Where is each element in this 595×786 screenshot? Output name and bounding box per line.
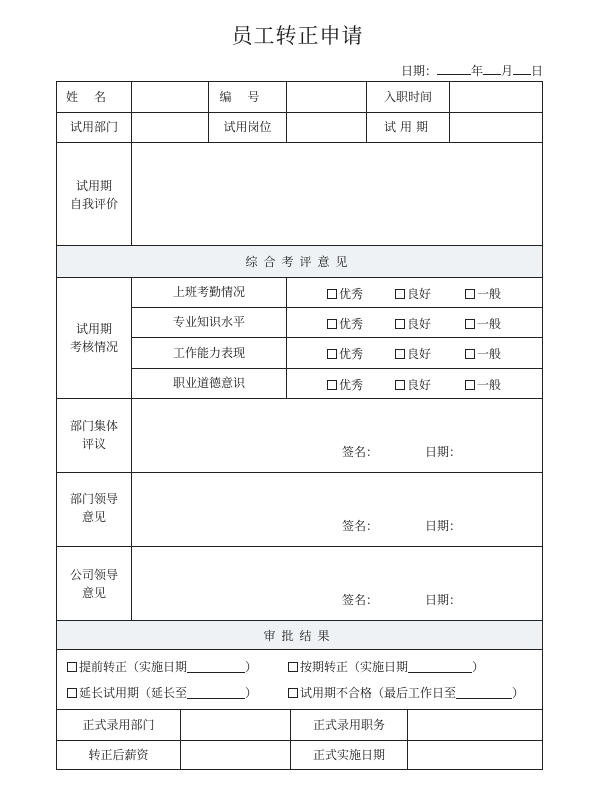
year-blank[interactable]	[437, 63, 471, 75]
assessment-option-label: 一般	[477, 347, 502, 361]
result-fail-blank[interactable]	[456, 687, 512, 699]
date-label: 日期：	[400, 64, 437, 78]
assessment-option-label: 一般	[477, 317, 502, 331]
result-extend-label: 延长试用期（延长至	[79, 686, 188, 700]
effective-date-field[interactable]	[408, 741, 542, 769]
assessment-option-label: 良好	[407, 317, 432, 331]
dept-review-field[interactable]	[132, 399, 542, 472]
assessment-option[interactable]	[327, 315, 363, 332]
result-on-time-blank[interactable]	[408, 661, 472, 673]
result-extend[interactable]	[67, 684, 257, 701]
checkbox-icon[interactable]	[327, 319, 337, 329]
checkbox-icon[interactable]	[67, 688, 77, 698]
assessment-option[interactable]	[395, 376, 431, 393]
paren-close: ）	[512, 686, 525, 700]
probation-dept-field[interactable]	[132, 113, 208, 142]
section-result-header: 审批结果	[57, 621, 542, 649]
salary-label: 转正后薪资	[88, 747, 149, 762]
result-early[interactable]	[67, 658, 257, 675]
probation-post-field[interactable]	[287, 113, 366, 142]
dept-leader-date: 日期：	[425, 519, 462, 533]
result-early-blank[interactable]	[187, 661, 245, 673]
assessment-option-label: 优秀	[339, 347, 364, 361]
paren-close: ）	[245, 660, 258, 674]
salary-field[interactable]	[181, 741, 290, 769]
dept-leader-label: 部门领导 意见	[69, 492, 118, 524]
checkbox-icon[interactable]	[395, 380, 405, 390]
assessment-option-label: 良好	[407, 347, 432, 361]
assessment-option[interactable]	[465, 376, 501, 393]
dept-review-date: 日期：	[425, 445, 462, 459]
assessment-option[interactable]	[327, 376, 363, 393]
company-leader-field[interactable]	[132, 547, 542, 620]
day-blank[interactable]	[513, 63, 531, 75]
formal-position-label: 正式录用职务	[312, 717, 385, 732]
assessment-label: 试用期 考核情况	[69, 322, 118, 354]
result-on-time[interactable]	[288, 658, 484, 675]
number-label: 编号	[219, 89, 276, 104]
assessment-item-label: 上班考勤情况	[172, 285, 245, 299]
assessment-option[interactable]	[465, 315, 501, 332]
company-leader-date: 日期：	[425, 593, 462, 607]
checkbox-icon[interactable]	[395, 319, 405, 329]
checkbox-icon[interactable]	[465, 319, 475, 329]
assessment-option-label: 良好	[407, 378, 432, 392]
assessment-item-label: 专业知识水平	[172, 315, 245, 329]
checkbox-icon[interactable]	[327, 289, 337, 299]
assessment-option[interactable]	[395, 285, 431, 302]
assessment-option-label: 一般	[477, 287, 502, 301]
application-form	[56, 81, 543, 770]
name-field[interactable]	[132, 82, 208, 112]
checkbox-icon[interactable]	[465, 349, 475, 359]
formal-dept-label: 正式录用部门	[82, 717, 155, 732]
month-blank[interactable]	[483, 63, 501, 75]
result-on-time-label: 按期转正（实施日期	[300, 660, 409, 674]
checkbox-icon[interactable]	[288, 688, 298, 698]
dept-leader-sign: 签名：	[342, 519, 379, 533]
checkbox-icon[interactable]	[395, 289, 405, 299]
result-fail-label: 试用期不合格（最后工作日至	[300, 686, 457, 700]
assessment-option-label: 良好	[407, 287, 432, 301]
year-label: 年	[470, 64, 483, 78]
name-label: 姓名	[65, 89, 122, 104]
effective-date-label: 正式实施日期	[312, 747, 385, 762]
checkbox-icon[interactable]	[327, 380, 337, 390]
date-line	[401, 62, 543, 79]
paren-close: ）	[472, 660, 485, 674]
page-title: 员工转正申请	[231, 24, 364, 48]
self-eval-label: 试用期 自我评价	[69, 179, 118, 211]
assessment-option[interactable]	[327, 285, 363, 302]
probation-post-label: 试用岗位	[223, 120, 272, 134]
assessment-item-label: 职业道德意识	[172, 376, 245, 390]
dept-review-label: 部门集体 评议	[69, 419, 118, 451]
checkbox-icon[interactable]	[288, 662, 298, 672]
day-label: 日	[530, 64, 543, 78]
month-label: 月	[500, 64, 513, 78]
hire-date-field[interactable]	[450, 82, 542, 112]
assessment-option-label: 一般	[477, 378, 502, 392]
dept-review-sign: 签名：	[342, 445, 379, 459]
checkbox-icon[interactable]	[395, 349, 405, 359]
section-eval-header: 综合考评意见	[57, 246, 542, 277]
probation-dept-label: 试用部门	[69, 120, 118, 134]
assessment-option-label: 优秀	[339, 317, 364, 331]
result-fail[interactable]	[288, 684, 524, 701]
assessment-option[interactable]	[327, 345, 363, 362]
self-eval-field[interactable]	[132, 143, 542, 245]
assessment-option[interactable]	[465, 345, 501, 362]
checkbox-icon[interactable]	[327, 349, 337, 359]
dept-leader-field[interactable]	[132, 473, 542, 546]
assessment-option-label: 优秀	[339, 378, 364, 392]
assessment-option[interactable]	[465, 285, 501, 302]
company-leader-label: 公司领导 意见	[69, 568, 118, 600]
probation-period-field[interactable]	[450, 113, 542, 142]
result-extend-blank[interactable]	[187, 687, 245, 699]
formal-dept-field[interactable]	[181, 710, 290, 740]
assessment-option[interactable]	[395, 315, 431, 332]
assessment-item-label: 工作能力表现	[172, 345, 245, 360]
result-early-label: 提前转正（实施日期	[79, 660, 188, 674]
paren-close: ）	[245, 686, 258, 700]
formal-position-field[interactable]	[408, 710, 542, 740]
hire-date-label: 入职时间	[383, 89, 432, 104]
checkbox-icon[interactable]	[465, 289, 475, 299]
number-field[interactable]	[287, 82, 366, 112]
assessment-option[interactable]	[395, 345, 431, 362]
assessment-option-label: 优秀	[339, 287, 364, 301]
probation-period-label: 试用期	[383, 120, 432, 134]
checkbox-icon[interactable]	[465, 380, 475, 390]
checkbox-icon[interactable]	[67, 662, 77, 672]
company-leader-sign: 签名：	[342, 593, 379, 607]
